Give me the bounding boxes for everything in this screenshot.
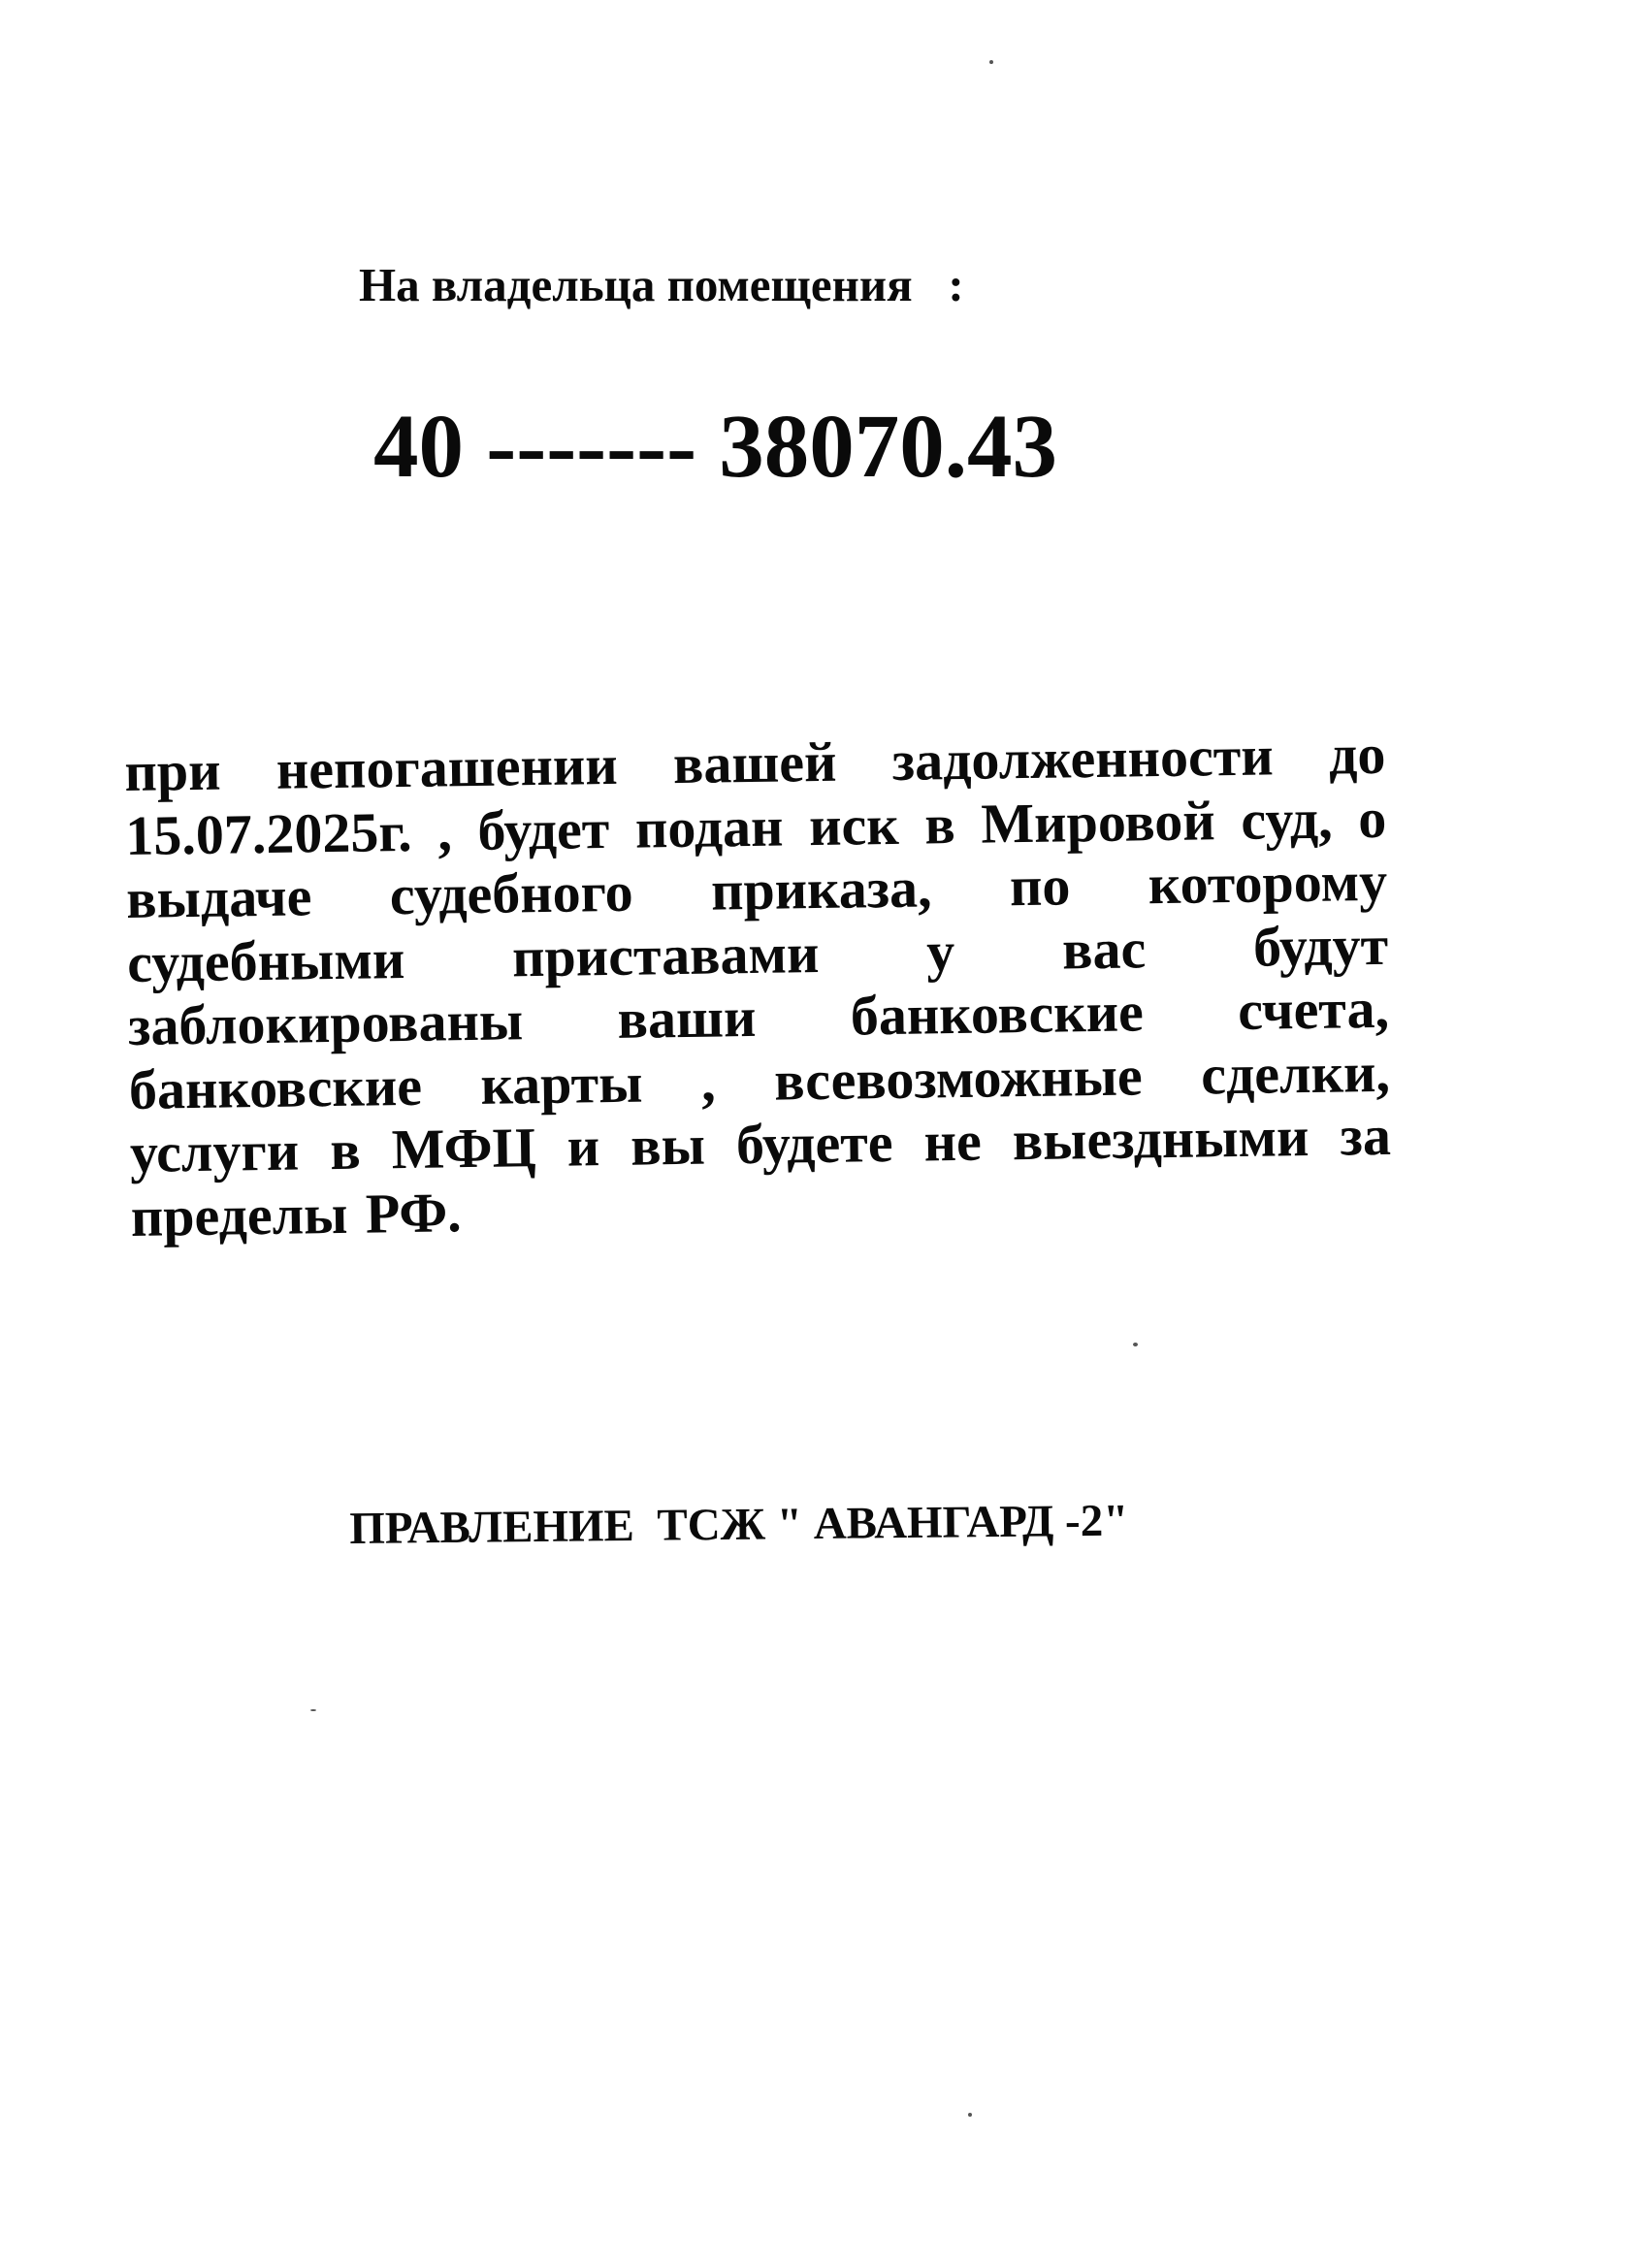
notice-body-paragraph: при непогашении вашей задолженности до 15.07.2025г. , будет подан иск в Мировой суд, о выдаче судебного приказа, по которому судебными приставами у вас будут заблокированы ваши банковские счета, банковские карты , всевозможные сделки, услуги в МФЦ и вы будете не выездными за пределы РФ.: [124, 722, 1392, 1248]
scan-speck: [310, 1709, 316, 1711]
debt-amount-line: 40 ------- 38070.43: [373, 397, 1058, 497]
scan-speck: [968, 2113, 972, 2117]
scan-speck: [1133, 1343, 1138, 1346]
signature-line: ПРАВЛЕНИЕ ТСЖ " АВАНГАРД -2": [349, 1495, 1129, 1554]
scan-speck: [989, 60, 993, 64]
notice-heading: На владельца помещения :: [359, 258, 964, 311]
